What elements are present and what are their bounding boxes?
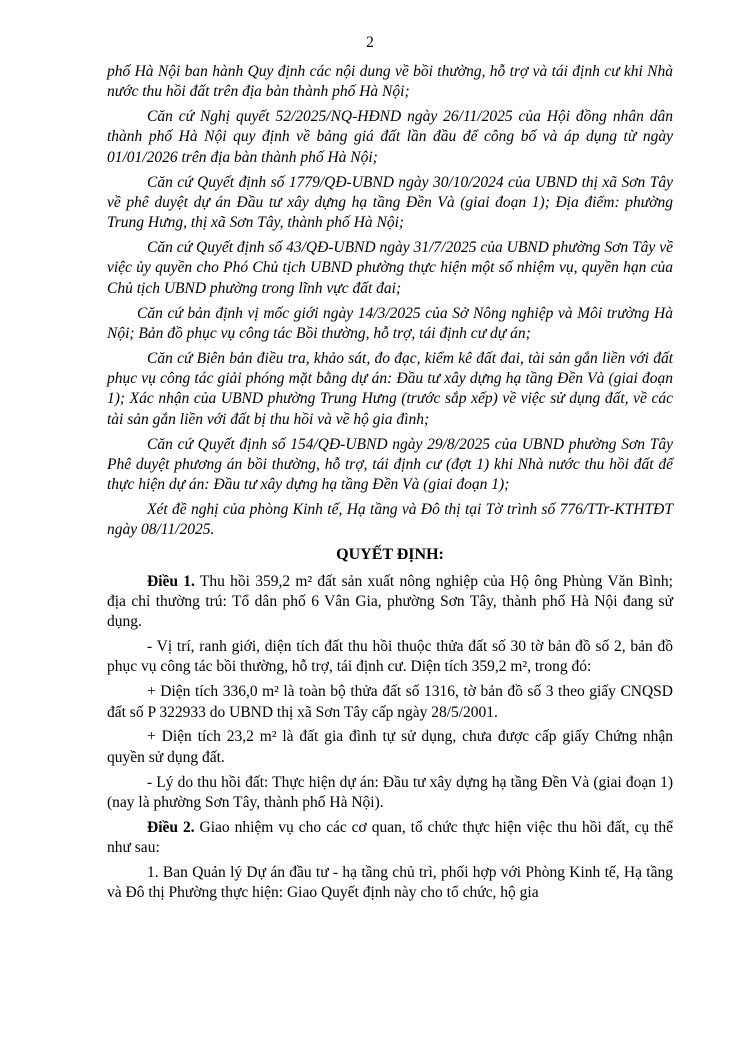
article-2-label: Điều 2. (147, 818, 195, 836)
preamble-proposal: Xét đề nghị của phòng Kinh tế, Hạ tầng và Đô thị tại Tờ trình số 776/TTr-KTHTĐT ngày 08/11/2025. (107, 501, 673, 539)
article-1-text: Thu hồi 359,2 m² đất sản xuất nông nghiệp của Hộ ông Phùng Văn Bình; địa chỉ thường trú: Tổ dân phố 6 Vân Gia, phường Sơn Tây, thành phố Hà Nội đang sử dụng. (107, 572, 673, 631)
article-1-item: + Diện tích 336,0 m² là toàn bộ thửa đất số 1316, tờ bản đồ số 3 theo giấy CNQSD đất số P 322933 do UBND thị xã Sơn Tây cấp ngày 28/5/2001. (107, 683, 673, 721)
article-1-item: - Lý do thu hồi đất: Thực hiện dự án: Đầu tư xây dựng hạ tầng Đền Và (giai đoạn 1) (nay là phường Sơn Tây, thành phố Hà Nội). (107, 773, 673, 811)
decision-heading: QUYẾT ĐỊNH: (336, 546, 444, 564)
preamble-continuation: phố Hà Nội ban hành Quy định các nội dung về bồi thường, hỗ trợ và tái định cư khi Nhà nước thu hồi đất trên địa bàn thành phố Hà Nội; (107, 63, 673, 101)
preamble-survey-record: Căn cứ Biên bản điều tra, khảo sát, đo đạc, kiểm kê đất đai, tài sản gắn liền với đất phục vụ công tác giải phóng mặt bằng dự án: Đầu tư xây dựng hạ tầng Đền Và (giai đoạn 1); Xác nhận của UBND phường Trung Hưng (trước sắp xếp) về việc sử dụng đất, về các tài sản gắn liền với đất bị thu hồi và về hộ gia đình; (107, 349, 673, 428)
article-1-item: + Diện tích 23,2 m² là đất gia đình tự sử dụng, chưa được cấp giấy Chứng nhận quyền sử dụng đất. (107, 728, 673, 766)
preamble-boundary-map: Căn cứ bản định vị mốc giới ngày 14/3/2025 của Sở Nông nghiệp và Môi trường Hà Nội; Bản đồ phục vụ công tác Bồi thường, hỗ trợ, tái định cư dự án; (107, 304, 673, 342)
article-2-text: Giao nhiệm vụ cho các cơ quan, tổ chức thực hiện việc thu hồi đất, cụ thể như sau: (107, 818, 673, 857)
article-1-item: - Vị trí, ranh giới, diện tích đất thu hồi thuộc thửa đất số 30 tờ bản đồ số 2, bản đồ phục vụ công tác bồi thường, hỗ trợ, tái định cư. Diện tích 359,2 m², trong đó: (107, 638, 673, 676)
preamble-decision-43: Căn cứ Quyết định số 43/QĐ-UBND ngày 31/7/2025 của UBND phường Sơn Tây về việc ủy quyền cho Phó Chủ tịch UBND phường thực hiện một số nhiệm vụ, quyền hạn của Chủ tịch UBND phường trong lĩnh vực đất đai; (107, 239, 673, 297)
preamble-decision-1779: Căn cứ Quyết định số 1779/QĐ-UBND ngày 30/10/2024 của UBND thị xã Sơn Tây về phê duyệt dự án Đầu tư xây dựng hạ tầng Đền Và (giai đoạn 1); Địa điểm: phường Trung Hưng, thị xã Sơn Tây, thành phố Hà Nội; (107, 173, 673, 232)
preamble-decision-154: Căn cứ Quyết định số 154/QĐ-UBND ngày 29/8/2025 của UBND phường Sơn Tây Phê duyệt phương án bồi thường, hỗ trợ, tái định cư (đợt 1) khi Nhà nước thu hồi đất để thực hiện dự án: Đầu tư xây dựng hạ tầng Đền Và (giai đoạn 1); (107, 435, 673, 494)
article-2-item: 1. Ban Quản lý Dự án đầu tư - hạ tầng chủ trì, phối hợp với Phòng Kinh tế, Hạ tầng và Đô thị Phường thực hiện: Giao Quyết định này cho tổ chức, hộ gia (107, 864, 673, 902)
article-1-label: Điều 1. (147, 572, 195, 590)
page-number: 2 (366, 34, 374, 51)
article-1 (107, 572, 673, 633)
article-2 (107, 818, 673, 859)
document-body (107, 62, 673, 908)
preamble-resolution-52: Căn cứ Nghị quyết 52/2025/NQ-HĐND ngày 26/11/2025 của Hội đồng nhân dân thành phố Hà Nội quy định về bảng giá đất lần đầu để công bố và áp dụng từ ngày 01/01/2026 trên địa bàn thành phố Hà Nội; (107, 108, 673, 166)
